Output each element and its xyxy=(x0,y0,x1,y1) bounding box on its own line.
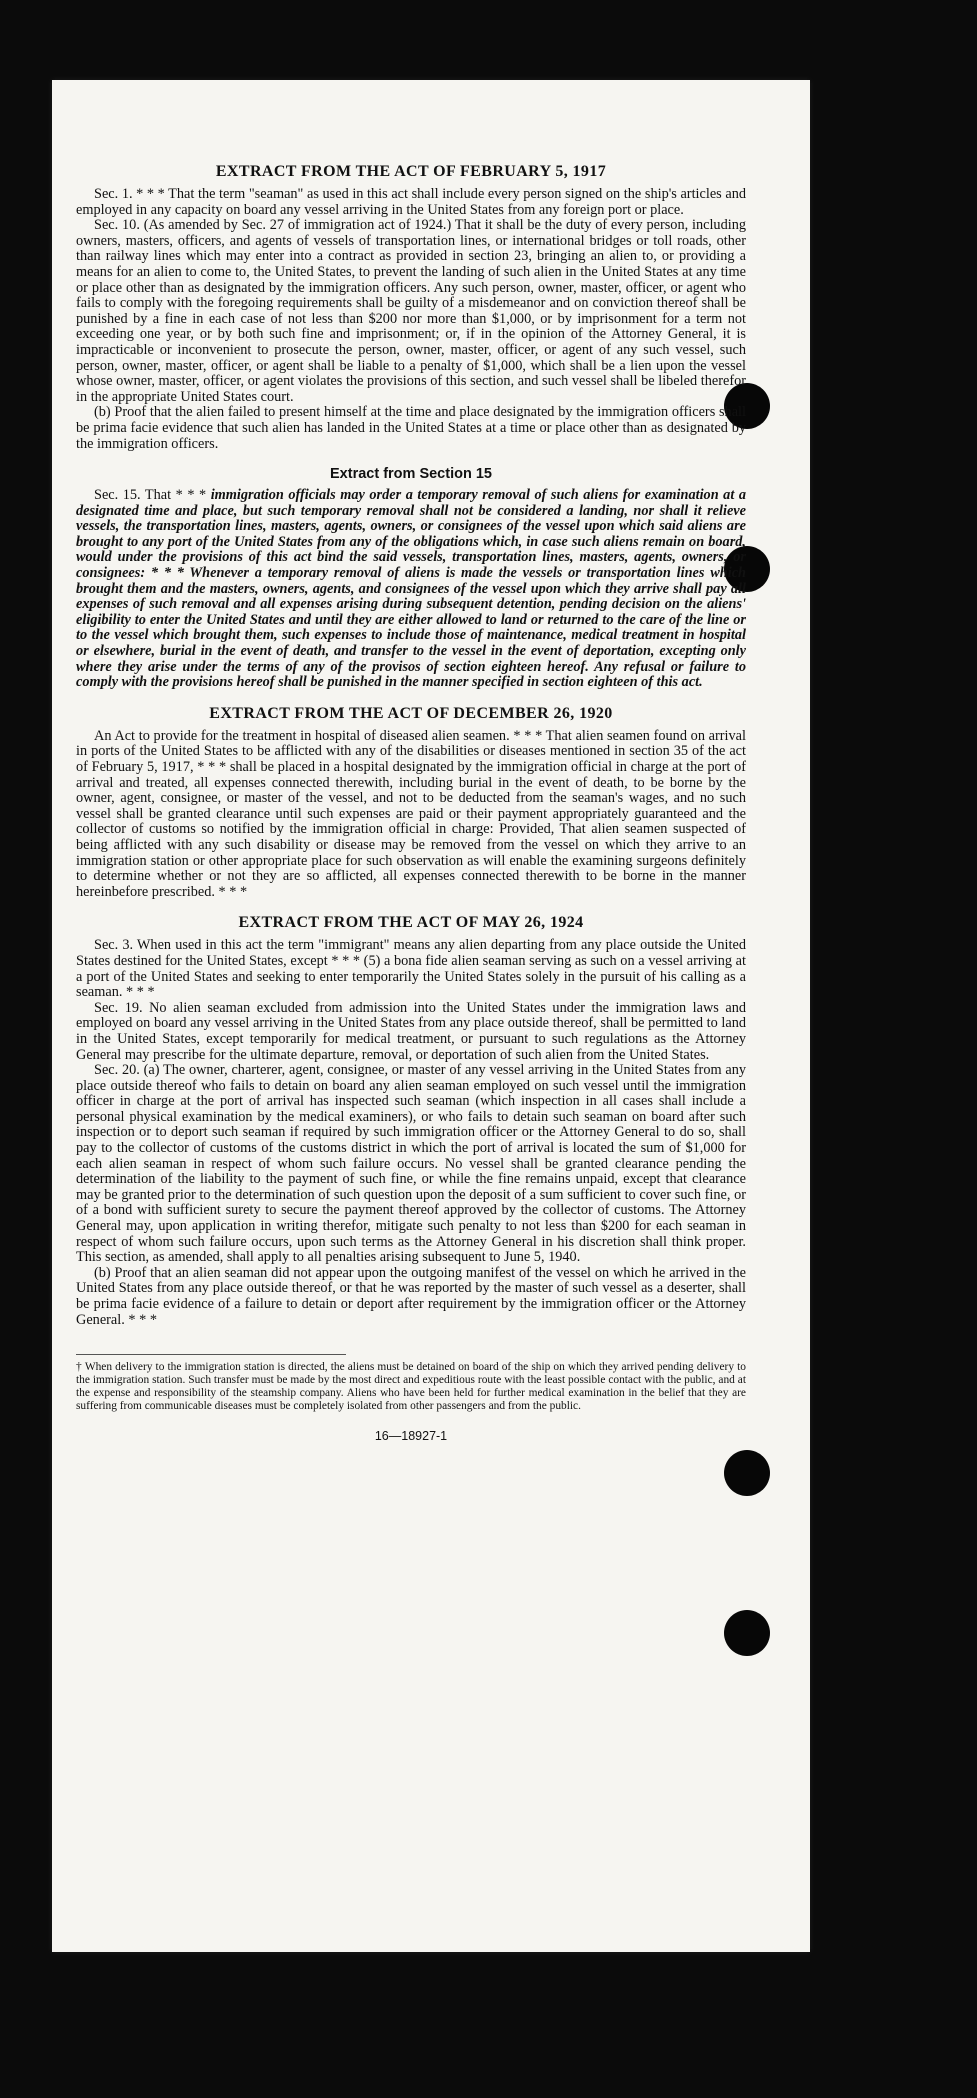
heading-act-1924: EXTRACT FROM THE ACT OF MAY 26, 1924 xyxy=(238,914,584,932)
paragraph: An Act to provide for the treatment in hospital of diseased alien seamen. * * * That alien seamen found on arrival in ports of the United States to be afflicted with any of the disabilities or diseases mentioned in section 35 of the act of February 5, 1917, * * * shall be placed in a hospital designated by the immigration official in charge at the port of arrival and treated, all expenses connected therewith, including burial in the event of death, to be borne by the owner, agent, consignee, or master of the vessel, and not to be deducted from the seaman's wages, and no such vessel shall be granted clearance until such expenses are paid or their payment appropriately guaranteed and the collector of customs so notified by the immigration official in charge: Provided, That alien seamen suspected of being afflicted with any such disability or disease may be removed from the vessel on which they arrive to an immigration station or other appropriate place for such observation as will enable the examining surgeons definitely to determine whether or not they are so afflicted, all expenses connected therewith to be borne in the manner hereinbefore prescribed. * * * xyxy=(76,727,746,900)
paragraph: (b) Proof that an alien seaman did not appear upon the outgoing manifest of the vessel on which he arrived in the United States from any place outside thereof, or that he was reported by the master of such vessel as a deserter, shall be prima facie evidence of a failure to detain or deport after requirement by the immigration officer or the Attorney General. * * * xyxy=(76,1264,746,1328)
punch-hole xyxy=(724,1450,770,1496)
paragraph: Sec. 1. * * * That the term "seaman" as used in this act shall include every person signed on the ship's articles and employed in any capacity on board any vessel arriving in the United States from any foreign port or place. xyxy=(76,186,746,218)
punch-hole xyxy=(724,1610,770,1656)
extract-section-15 xyxy=(76,466,746,691)
paragraph: Sec. 3. When used in this act the term "immigrant" means any alien departing from any place outside the United States destined for the United States, except * * * (5) a bona fide alien seaman serving as such on a vessel arriving at a port of the United States and seeking to enter temporarily the United States solely in the pursuit of his calling as a seaman. * * * xyxy=(76,937,746,1001)
document-body xyxy=(76,163,746,1443)
paragraph: (b) Proof that the alien failed to present himself at the time and place designated by the immigration officers shall be prima facie evidence that such alien has landed in the United States at a time or place other than as designated by the immigration officers. xyxy=(76,404,746,452)
heading-act-1917: EXTRACT FROM THE ACT OF FEBRUARY 5, 1917 xyxy=(215,163,607,180)
footnote: † When delivery to the immigration station is directed, the aliens must be detained on board of the ship on which they arrived pending delivery to the immigration station. Such transfer must be made by the most direct and expeditious route with the least possible contact with the public, and at the expense and responsibility of the steamship company. Aliens who have been held for further medical examination in the belief that they are suffering from communicable diseases must be completely isolated from other passengers and from the public. xyxy=(76,1361,746,1413)
heading-section-15: Extract from Section 15 xyxy=(330,466,492,483)
extract-1924 xyxy=(76,914,746,1328)
paragraph: Sec. 19. No alien seaman excluded from admission into the United States under the immigration laws and employed on board any vessel arriving in the United States from any place outside thereof, shall be permitted to land in the United States, except temporarily for medical treatment, or pursuant to such regulations as the Attorney General may prescribe for the ultimate departure, removal, or deportation of such alien from the United States. xyxy=(76,999,746,1063)
extract-1920 xyxy=(76,705,746,901)
extract-1917 xyxy=(76,163,746,452)
section-lead: Sec. 15. That * * * xyxy=(94,487,207,504)
italic-text: immigration officials may order a temporary removal of such aliens for examination at a designated time and place, but such temporary removal shall not be considered a landing, nor shall it relieve vessels, the transportation lines, masters, agents, owners, or consignees of the vessel upon which said aliens are brought to any port of the United States from any of the obligations which, in case such aliens remain on board, would under the provisions of this act bind the said vessels, transportation lines, masters, agents, owners, or consignees: * * * Whenever a temporary removal of aliens is made the vessels or transportation lines which brought them and the masters, owners, agents, and consignees of the vessel upon which they arrive shall pay all expenses of such removal and all expenses arising during subsequent detention, pending decision on the aliens' eligibility to enter the United States and until they are either allowed to land or returned to the care of the line or to the vessel which brought them, such expenses to include those of maintenance, medical treatment in hospital or elsewhere, burial in the event of death, and transfer to the vessel in the event of deportation, excepting only where they arise under the terms of any of the provisos of section eighteen hereof. Any refusal or failure to comply with the provisions hereof shall be punished in the manner specified in section eighteen of this act. xyxy=(76,487,746,691)
form-code: 16—18927-1 xyxy=(374,1429,448,1444)
paragraph: Sec. 20. (a) The owner, charterer, agent, consignee, or master of any vessel arriving in the United States from any place outside thereof who fails to detain on board any alien seaman employed on such vessel until the immigration officer in charge at the port of arrival has inspected such seaman (which inspection in all cases shall include a personal physical examination by the medical examiners), or who fails to detain such seaman on board after such inspection or to deport such seaman if required by such immigration officer or the Attorney General to do so, shall pay to the collector of customs of the customs district in which the port of arrival is located the sum of $1,000 for each alien seaman in respect of whom such failure occurs. No vessel shall be granted clearance pending the determination of the liability to the payment of such fine, or while the fine remains unpaid, except that clearance may be granted prior to the determination of such question upon the deposit of a sum sufficient to cover such fine, or of a bond with sufficient surety to secure the payment thereof approved by the collector of customs. The Attorney General may, upon application in writing therefor, mitigate such penalty to not less than $200 for each seaman in respect of whom such failure occurs, upon such terms as the Attorney General in his discretion shall think proper. This section, as amended, shall apply to all penalties arising subsequent to June 5, 1940. xyxy=(76,1062,746,1266)
paragraph: Sec. 10. (As amended by Sec. 27 of immigration act of 1924.) That it shall be the duty of every person, including owners, masters, officers, and agents of vessels of transportation lines, or international bridges or toll roads, other than railway lines which may enter into a contract as provided in section 23, bringing an alien to, or providing a means for an alien to come to, the United States, to prevent the landing of such alien in the United States at any time or place other than as designated by the immigration officers. Any such person, owner, master, officer, or agent who fails to comply with the foregoing requirements shall be guilty of a misdemeanor and on conviction thereof shall be punished by a fine in each case of not less than $200 nor more than $1,000, or by imprisonment for a term not exceeding one year, or by both such fine and imprisonment; or, if in the opinion of the Attorney General, it is impracticable or inconvenient to prosecute the person, owner, master, officer, or agent of any such vessel, such person, owner, master, officer, or agent shall be liable to a penalty of $1,000, which shall be a lien upon the vessel whose owner, master, officer, or agent violates the provisions of this section, and such vessel shall be libeled therefor in the appropriate United States court. xyxy=(76,217,746,405)
heading-act-1920: EXTRACT FROM THE ACT OF DECEMBER 26, 1920 xyxy=(209,704,613,722)
paragraph xyxy=(76,488,746,691)
footnote-divider xyxy=(76,1354,346,1355)
